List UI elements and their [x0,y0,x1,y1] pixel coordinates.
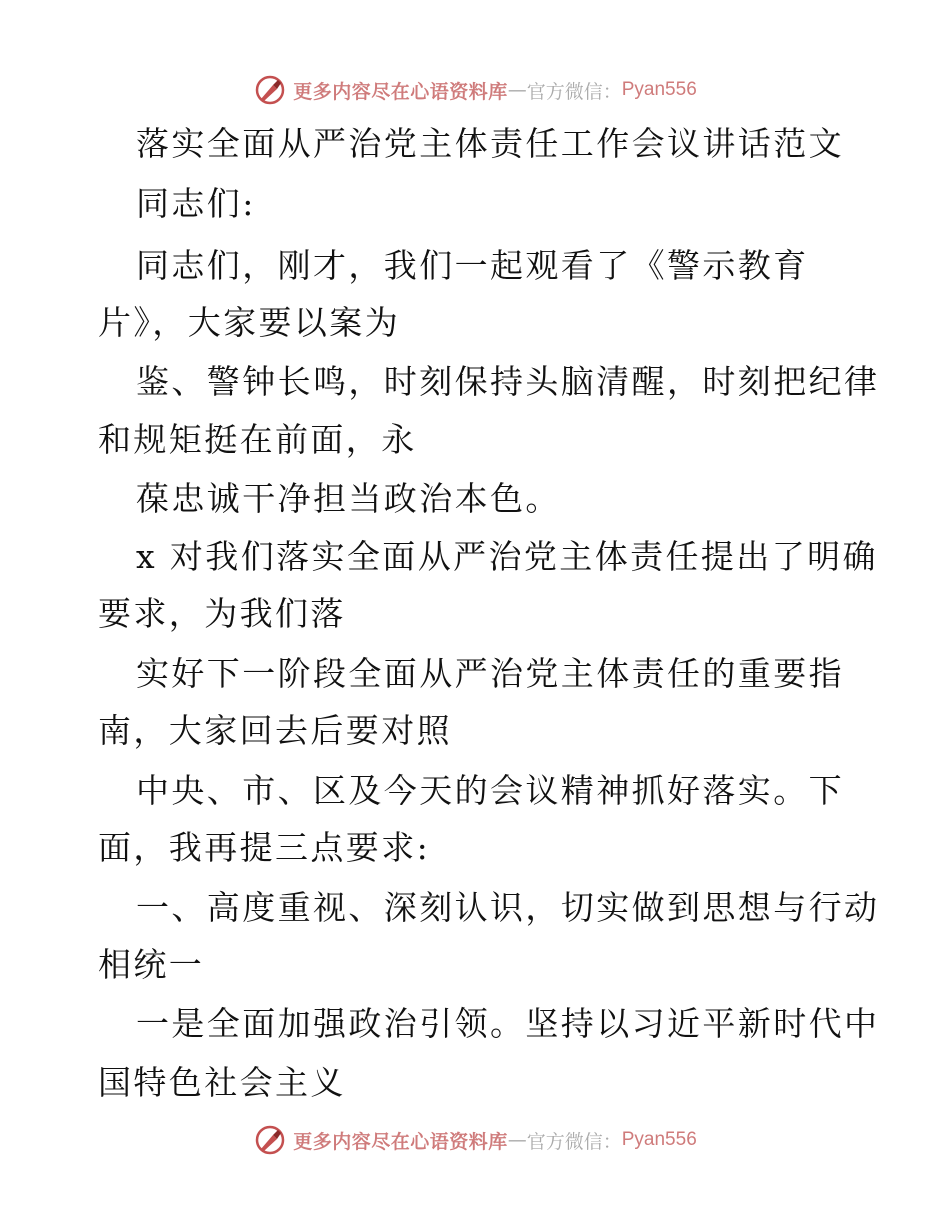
paragraph-line: 同志们，刚才，我们一起观看了《警示教育 [136,246,809,285]
paragraph-line: 中央、市、区及今天的会议精神抓好落实。下 [136,771,844,810]
watermark-footer [0,1120,950,1160]
watermark-header [0,70,950,110]
watermark-label: 官方微信： [526,80,622,103]
paragraph-line: 南，大家回去后要对照 [98,711,452,750]
paragraph-line: 国特色社会主义 [98,1063,346,1102]
watermark-separator: — [507,79,527,101]
paragraph-line: 鉴、警钟长鸣，时刻保持头脑清醒，时刻把纪律 [136,362,880,401]
section-heading-continuation: 相统一 [98,945,205,984]
watermark-brand-text: 更多内容尽在心语资料库 [293,1130,508,1153]
watermark-wechat-id: Pyan556 [621,1129,697,1150]
pen-nib-circle-icon [253,73,287,107]
paragraph-line: 葆忠诚干净担当政治本色。 [136,479,561,518]
watermark-wechat-id: Pyan556 [621,79,697,100]
watermark-brand-text: 更多内容尽在心语资料库 [293,80,508,103]
salutation: 同志们: [136,184,256,223]
watermark-label: 官方微信： [526,1130,622,1153]
paragraph-line: 面，我再提三点要求: [98,828,431,867]
paragraph-line: 一是全面加强政治引领。坚持以习近平新时代中 [136,1004,880,1043]
document-title: 落实全面从严治党主体责任工作会议讲话范文 [136,124,844,163]
paragraph-line: 要求，为我们落 [98,594,346,633]
paragraph-line: 实好下一阶段全面从严治党主体责任的重要指 [136,654,844,693]
paragraph-line: x 对我们落实全面从严治党主体责任提出了明确 [136,537,878,576]
paragraph-line: 片》，大家要以案为 [98,303,401,342]
paragraph-line: 和规矩挺在前面，永 [98,420,417,459]
watermark-separator: — [507,1129,527,1151]
section-heading: 一、高度重视、深刻认识，切实做到思想与行动 [136,888,880,927]
pen-nib-circle-icon [253,1123,287,1157]
